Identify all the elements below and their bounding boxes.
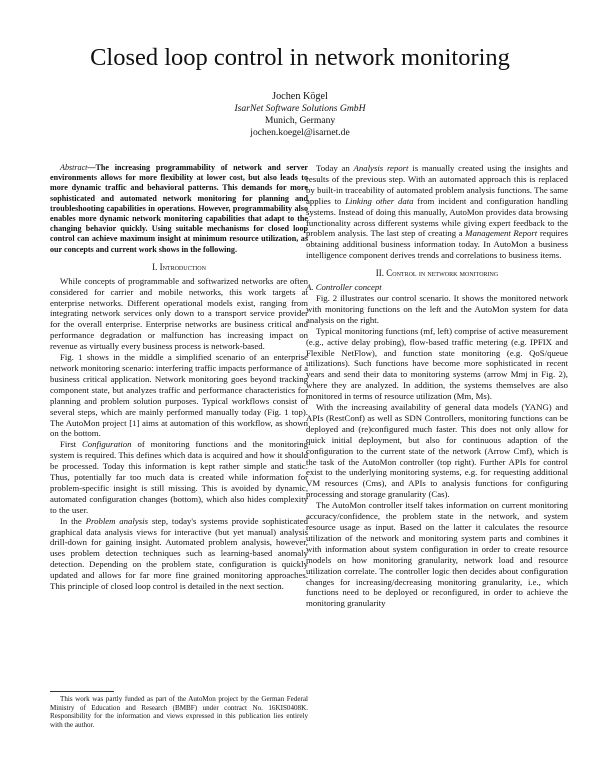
paragraph: With the increasing availability of general data models (YANG) and APIs (RestConf) as well as SDN Controllers, monitoring functions can be deployed and (re)configured much faster. This does not only allow for quick initial deployment, but also for continuous adaption of the configuration to the current state of the network (Arrow Cmf), which is the task of the AutoMon controller (top right). Further APIs for control exist to the underlying monitoring systems, e.g. for requesting additional VM resources (Cms), and APIs to analysis functions for configuring processing and storage granularity (Cas). [306,402,568,500]
author-email: jochen.koegel@isarnet.de [250,127,350,138]
paragraph: Today an Analysis report is manually created using the insights and results of the previous step. With an automated approach this is replaced by built-in traceability of automated problem analysis functions. The same applies to Linking other data from incident and configuration handling systems. Instead of doing this manually, AutoMon provides data browsing functionality across different systems while giving expert feedback to the problem analysis. The last step of creating a Management Report requires obtaining additional business information today. In AutoMon a business intelligence component derives trends and correlations to business items. [306,163,569,261]
author-location: Munich, Germany [264,115,336,126]
footnote-text: This work was partly funded as part of the AutoMon project by the German Federal Ministry of Education and Research (BMBF) under contract No. 16KIS0408K. Responsibility for the information and views expressed in this publication lies entirely with the author. [50,695,308,730]
abstract [50,163,308,255]
abstract-text: —The increasing programmability of network and server environments allows for more flexibility at lower cost, but also leads to more dynamic traffic and behavioral patterns. This demands for more sophisticated and automated network monitoring for planning and troubleshooting capabilities in operations. However, programmability also enables more dynamic network monitoring capabilities that adapt to the changing behavior quickly. Using suitable mechanisms for closed loop control can achieve maximum insight at minimum resource utilization, as our concepts and current work shows in the following. [50,163,308,254]
footnote-rule [50,691,114,692]
right-column [306,163,568,609]
paragraph: In the Problem analysis step, today's systems provide sophisticated graphical data analysis views for interactive (but yet manual) analysis drill-down for gaining insight. Automated problem analysis, however, uses problem detection techniques such as learning-based anomaly detection. Depending on the problem state, configuration is quickly updated and allows for far more fine grained monitoring approaches. This principle of closed loop control is detailed in the next section. [50,515,308,592]
paragraph: First Configuration of monitoring functions and the monitoring system is required. This defines which data is acquired and how it should be processed. Today this information is kept rather simple and static. Thus, potentially far too much data is created while information for problem-specific insight is still missing. This is avoided by dynamic, automated configuration changes (bottom), which also hides complexity to the user. [50,439,308,515]
paragraph: The AutoMon controller itself takes information on current monitoring accuracy/confidence, the problem state in the network, and system resource usage as input. Based on the latter it calculates the resource utilization of the network and monitoring system parts and combines it with information about system configuration in order to create resource models on how monitoring granularity, network load and resource utilization correlate. The controller logic then decides about configuration changes for increasing/decreasing monitoring granularity, i.e., which functions need to be deployed or reconfigured, in order to achieve the monitoring granularity [306,500,568,609]
author-name: Jochen Kögel [272,91,328,102]
author-organization: IsarNet Software Solutions GmbH [234,103,366,114]
paragraph: Typical monitoring functions (mf, left) comprise of active measurement (e.g., active delay probing), flow-based traffic metering (e.g. IPFIX and Flexible NetFlow), and function state monitoring (e.g. QoS/queue utilizations). Such functions have become more sophisticated in recent years and send their data to monitoring systems (arrow Mmj in Fig. 2), where they are analyzed. In addition, the systems themselves are also monitored in terms of resource utilization (Mm, Ms). [306,325,568,402]
subsection-heading-controller-concept: A. Controller concept [306,282,382,293]
section-heading-introduction: I. Introduction [152,261,206,272]
footnote [50,691,308,730]
paragraph: Fig. 2 illustrates our control scenario. It shows the monitored network with monitoring functions on the left and the AutoMon system for data analysis on the right. [306,292,568,325]
left-column [50,163,308,592]
section-heading-control: II. Control in network monitoring [375,268,499,279]
paper-title: Closed loop control in network monitoring [90,44,510,71]
paragraph: Fig. 1 shows in the middle a simplified scenario of an enterprise network monitoring scenario: interfering traffic impacts performance of a business critical application. Network monitoring goes beyond tracking component state, but analyzes traffic and performance characteristics for planning and problem solution purposes. Typical workflows consist of several steps, which are mainly performed manually today (Fig. 1 top). The AutoMon project [1] aims at automation of this workflow, as shown on the bottom. [50,352,308,439]
abstract-label: Abstract [60,163,88,172]
paragraph: While concepts of programmable and softwarized networks are often considered for carrier and mobile networks, this work targets at enterprise networks. Different operational models exist, ranging from integrating network services only down to a transport service provider for the overall enterprise. Enterprise networks are business critical and performance degradation or malfunction has increasing impact on revenue as virtually every business process is network-based. [50,275,308,352]
